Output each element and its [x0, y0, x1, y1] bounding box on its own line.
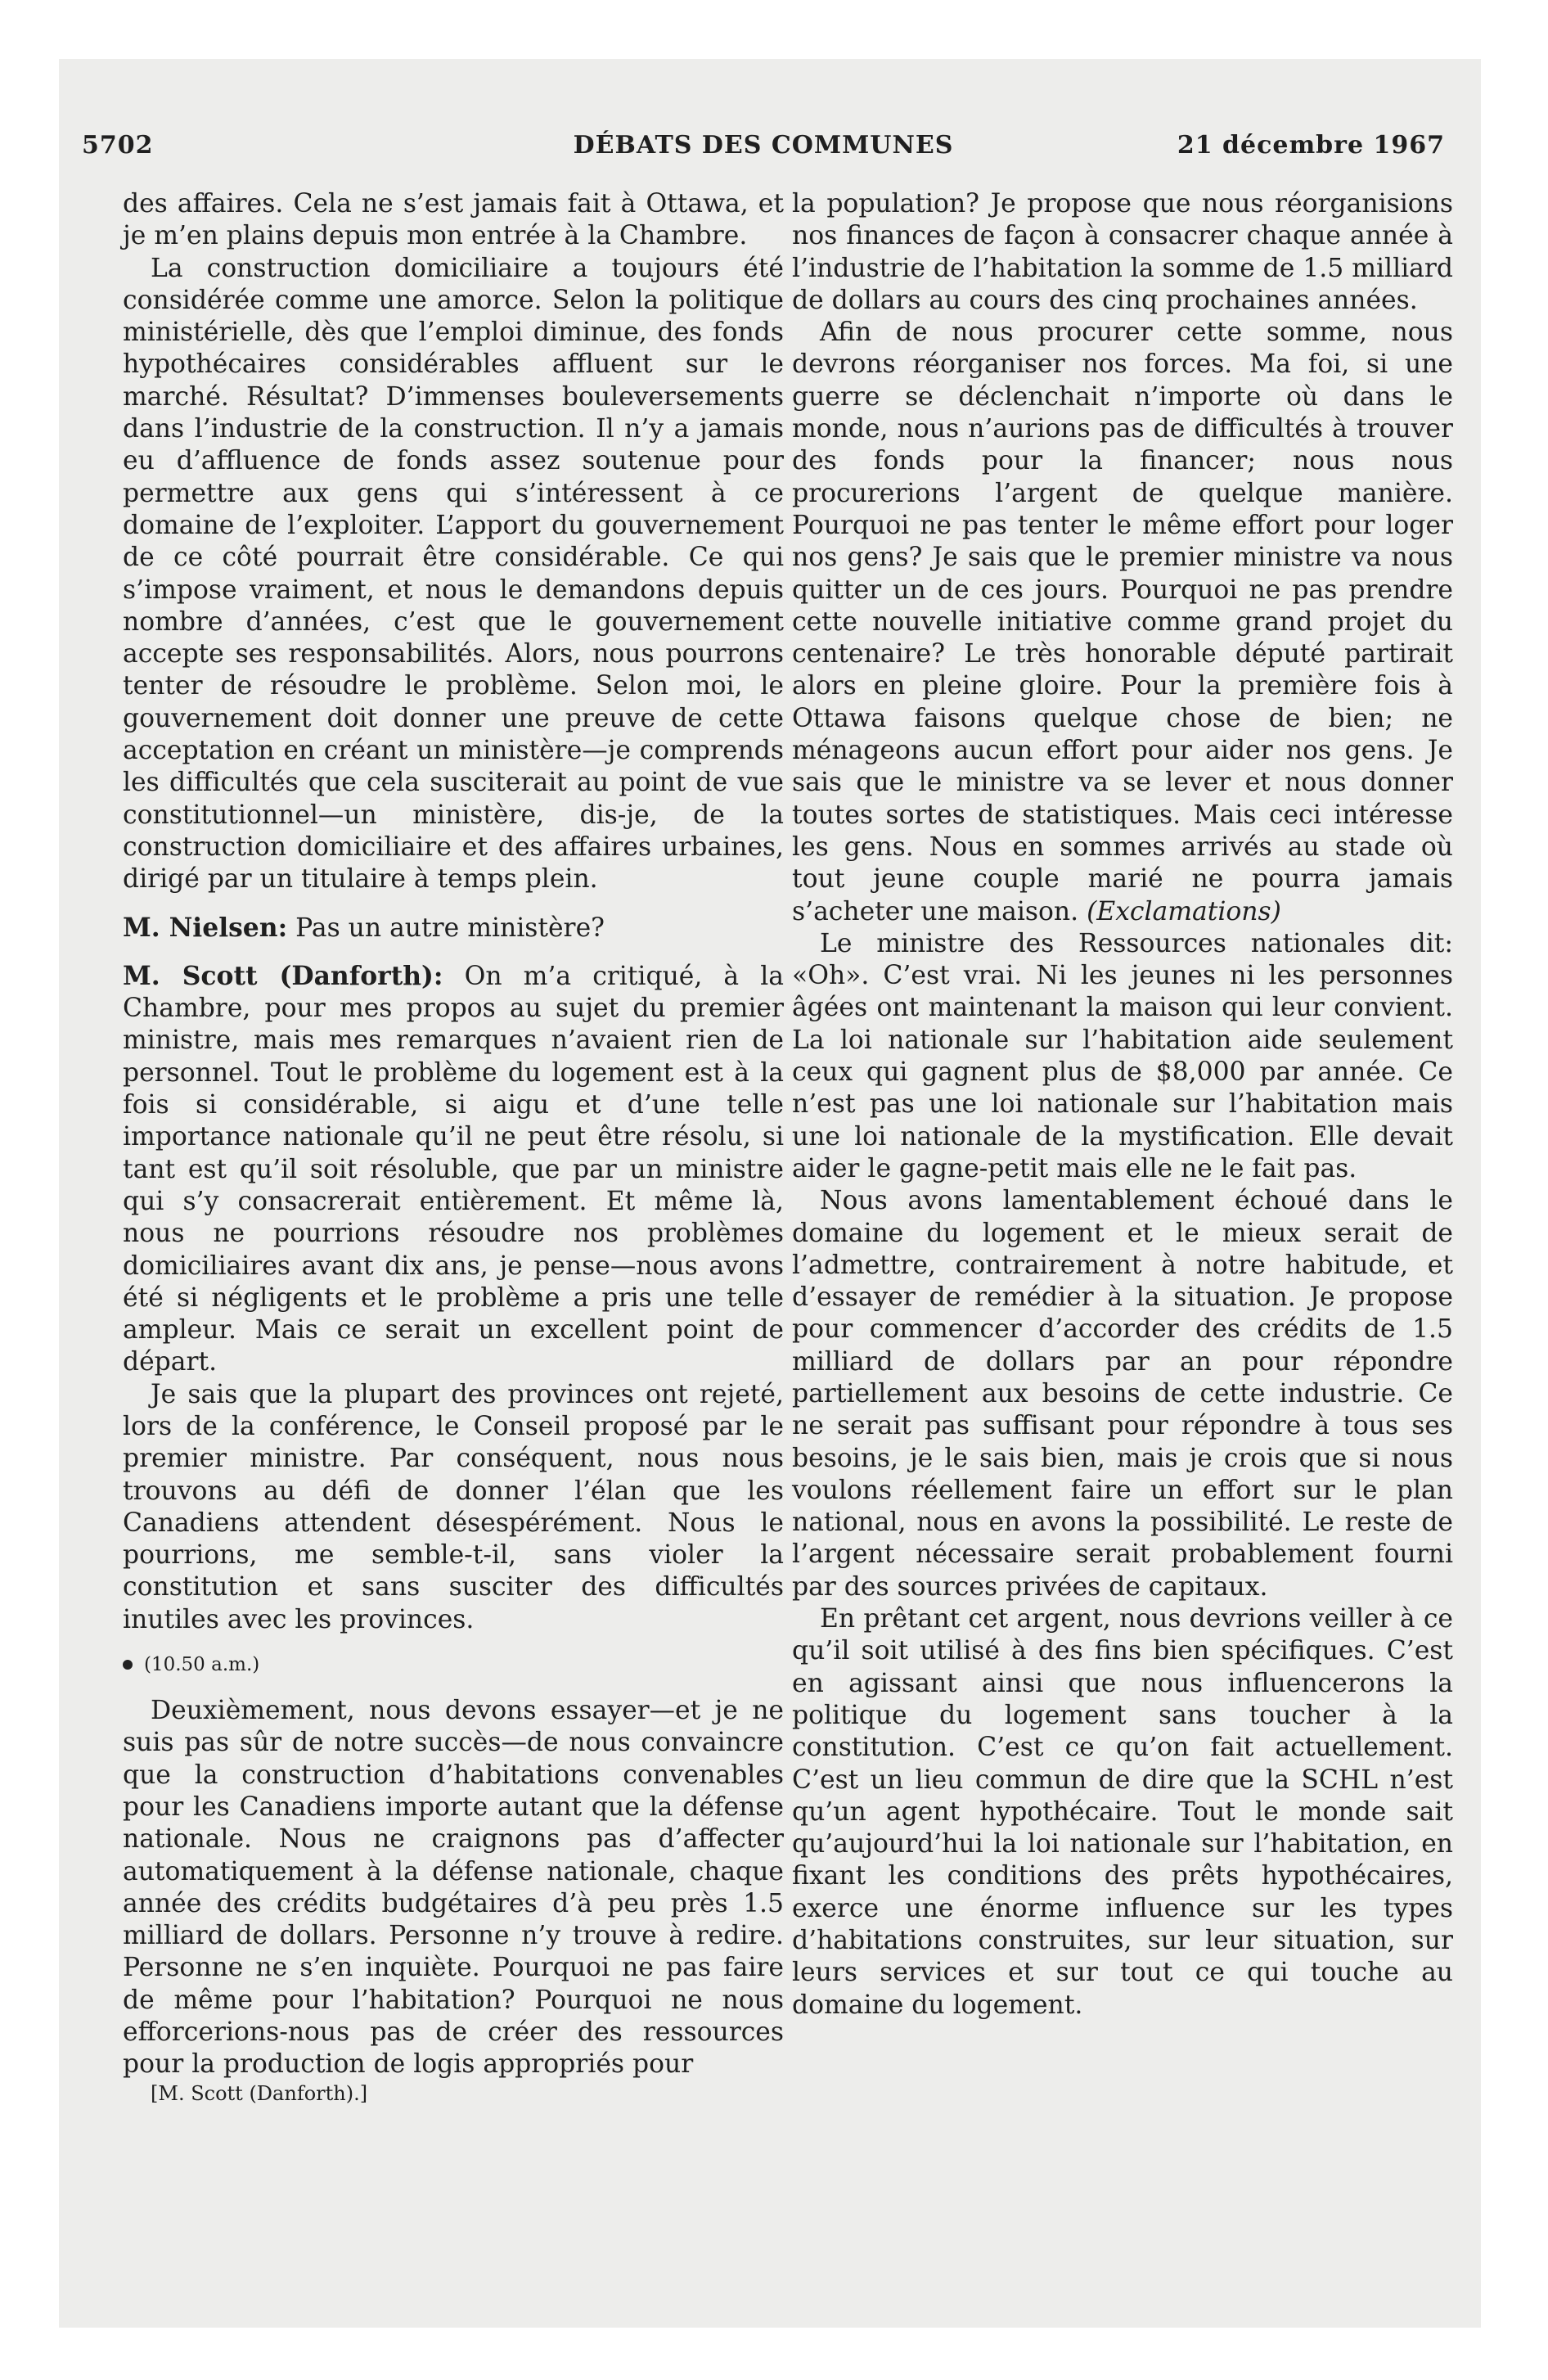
paragraph: Nous avons lamentablement échoué dans le domaine du logement et le mieux serait de l’admettre, contrairement à notre habitude, et d’essayer de remédier à la situation. Je propose pour commencer d’accorder des crédits de 1.5 milliard de dollars par an pour répondre partiellement aux besoins de cette industrie. Ce ne serait pas suffisant pour répondre à tous ses besoins, je le sais bien, mais je crois que si nous voulons réellement faire un effort sur le plan national, nous en avons la possibilité. Le reste de l’argent nécessaire serait probablement fourni par des sources privées de capitaux.: [792, 1186, 1453, 1602]
paragraph: Je sais que la plupart des provinces ont rejeté, lors de la conférence, le Conseil proposé par le premier ministre. Par conséquent, nous nous trouvons au défi de donner l’élan que les Canadiens attendent désespérément. Nous le pourrions, me semble-t-il, sans violer la constitution et sans susciter des difficultés inutiles avec les provinces.: [123, 1379, 784, 1634]
speech-text: On m’a critiqué, à la Chambre, pour mes propos au sujet du premier ministre, mais mes remarques n’avaient rien de personnel. Tout le problème du logement est à la fois si considérable, si aigu et d’une telle importance nationale qu’il ne peut être résolu, si tant est qu’il soit résoluble, que par un ministre qui s’y consacrerait entièrement. Et même là, nous ne pourrions résoudre nos problèmes domiciliaires avant dix ans, je pense—nous avons été si négligents et le problème a pris une telle ampleur. Mais ce serait un excellent point de départ.: [123, 961, 785, 1377]
right-column: [792, 188, 1453, 2022]
paragraph: La construction domiciliaire a toujours été considérée comme une amorce. Selon la politique ministérielle, dès que l’emploi diminue, des fonds hypothécaires considérables affluent sur le marché. Résultat? D’immenses bouleversements dans l’industrie de la construction. Il n’y a jamais eu d’affluence de fonds assez soutenue pour permettre aux gens qui s’intéressent à ce domaine de l’exploiter. L’apport du gouvernement de ce côté pourrait être considérable. Ce qui s’impose vraiment, et nous le demandons depuis nombre d’années, c’est que le gouvernement accepte ses responsabilités. Alors, nous pourrons tenter de résoudre le problème. Selon moi, le gouvernement doit donner une preuve de cette acceptation en créant un ministère—je comprends les difficultés que cela susciterait au point de vue constitutionnel—un ministère, dis-je, de la construction domiciliaire et des affaires urbaines, dirigé par un titulaire à temps plein.: [123, 253, 784, 895]
speaker-name: M. Nielsen:: [123, 913, 288, 943]
page-header: [82, 131, 1445, 172]
paragraph: Le ministre des Ressources nationales dit: «Oh». C’est vrai. Ni les jeunes ni les personnes âgées ont maintenant la maison qui leur convient. La loi nationale sur l’habitation aide seulement ceux qui gagnent plus de $8,000 par année. Ce n’est pas une loi nationale sur l’habitation mais une loi nationale de la mystification. Elle devait aider le gagne-petit mais elle ne le fait pas.: [792, 928, 1453, 1183]
paragraph: En prêtant cet argent, nous devrions veiller à ce qu’il soit utilisé à des fins bien spécifiques. C’est en agissant ainsi que nous influencerons la politique du logement sans toucher à la constitution. C’est ce qu’on fait actuellement. C’est un lieu commun de dire que la SCHL n’est qu’un agent hypothécaire. Tout le monde sait qu’aujourd’hui la loi nationale sur l’habitation, en fixant les conditions des prêts hypothécaires, exerce une énorme influence sur les types d’habitations construites, sur leur situation, sur leurs services et sur tout ce qui touche au domaine du logement.: [792, 1604, 1453, 2020]
speaker-name: M. Scott (Danforth):: [123, 961, 443, 991]
page-number: 5702: [82, 131, 154, 160]
speech-nielsen: [123, 913, 784, 944]
time-marker: [123, 1652, 784, 1677]
speech-text: Pas un autre ministère?: [287, 913, 605, 943]
interjection: (Exclamations): [1087, 896, 1281, 926]
speaker-footer: [M. Scott (Danforth).]: [151, 2081, 368, 2105]
paragraph: Deuxièmement, nous devons essayer—et je ne suis pas sûr de notre succès—de nous convaincre que la construction d’habitations convenables pour les Canadiens importe autant que la défense nationale. Nous ne craignons pas d’affecter automatiquement à la défense nationale, chaque année des crédits budgétaires d’à peu près 1.5 milliard de dollars. Personne n’y trouve à redire. Personne ne s’en inquiète. Pourquoi ne pas faire de même pour l’habitation? Pourquoi ne nous efforcerions-nous pas de créer des ressources pour la production de logis appropriés pour: [123, 1696, 784, 2080]
time-marker-text: (10.50 a.m.): [144, 1654, 260, 1676]
journal-title: DÉBATS DES COMMUNES: [573, 131, 954, 160]
speech-scott: [123, 961, 784, 1379]
paragraph: la population? Je propose que nous réorganisions nos finances de façon à consacrer chaque année à l’industrie de l’habitation la somme de 1.5 milliard de dollars au cours des cinq prochaines années.: [792, 189, 1453, 315]
bullet-icon: [123, 1660, 133, 1670]
left-column: [123, 188, 784, 2106]
paragraph: des affaires. Cela ne s’est jamais fait à Ottawa, et je m’en plains depuis mon entrée à la Chambre.: [123, 189, 784, 251]
paragraph-text: Afin de nous procurer cette somme, nous devrons réorganiser nos forces. Ma foi, si une guerre se déclenchait n’importe où dans le monde, nous n’aurions pas de difficultés à trouver des fonds pour la financer; nous nous procurerions l’argent de quelque manière. Pourquoi ne pas tenter le même effort pour loger nos gens? Je sais que le premier ministre va nous quitter un de ces jours. Pourquoi ne pas prendre cette nouvelle initiative comme grand projet du centenaire? Le très honorable député partirait alors en pleine gloire. Pour la première fois à Ottawa faisons quelque chose de bien; ne ménageons aucun effort pour aider nos gens. Je sais que le ministre va se lever et nous donner toutes sortes de statistiques. Mais ceci intéresse les gens. Nous en sommes arrivés au stade où tout jeune couple marié ne pourra jamais s’acheter une maison.: [792, 318, 1453, 926]
page-date: 21 décembre 1967: [1177, 131, 1445, 160]
paragraph: [792, 317, 1453, 928]
